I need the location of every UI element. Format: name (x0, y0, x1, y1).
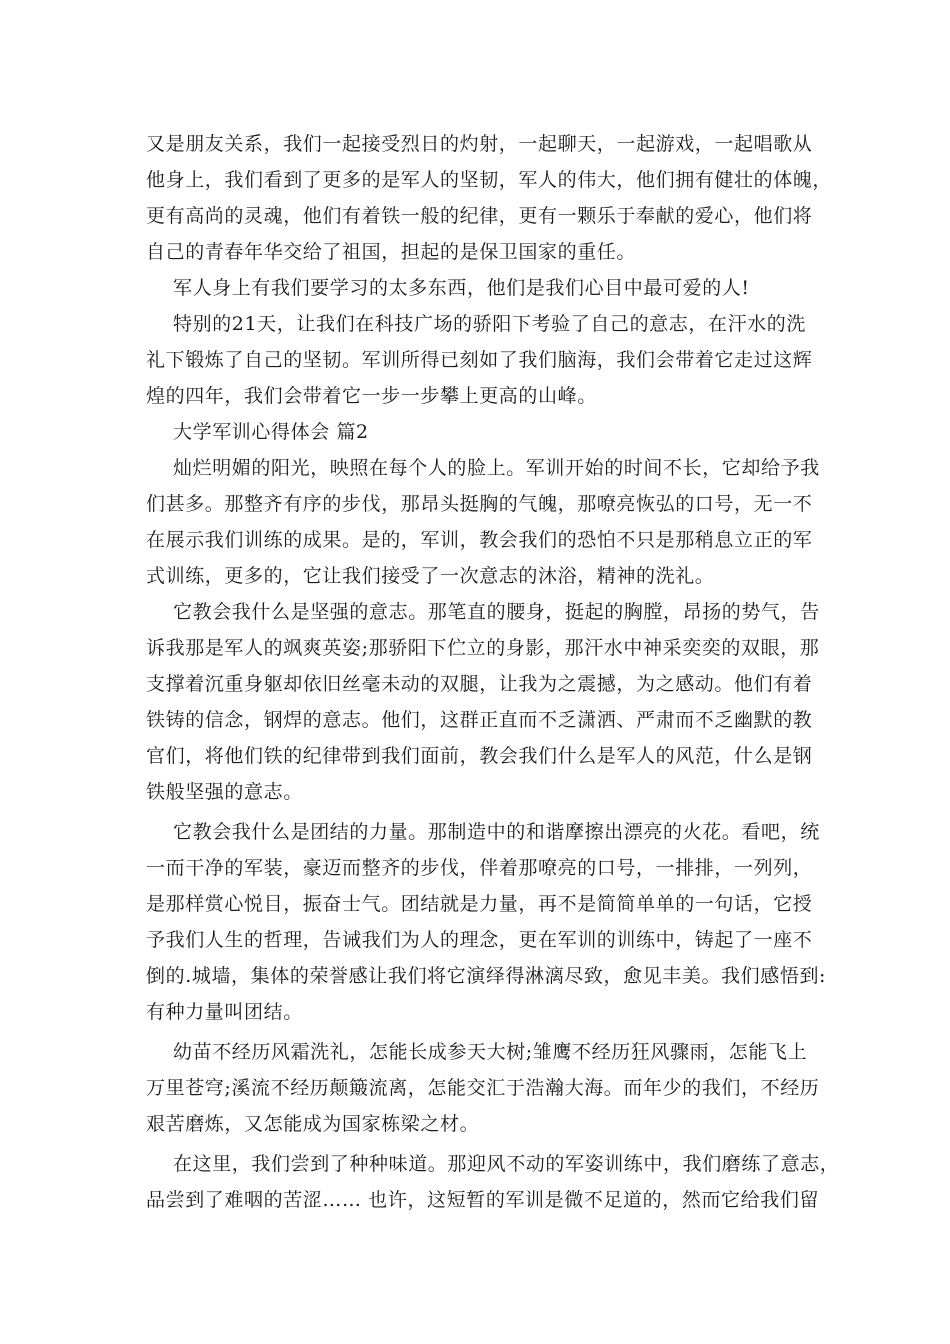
text-line: 支撑着沉重身躯却依旧丝毫未动的双腿，让我为之震撼，为之感动。他们有着 (146, 673, 813, 695)
text-line: 它教会我什么是坚强的意志。那笔直的腰身，挺起的胸膛，昂扬的势气，告 (173, 601, 820, 623)
text-line: 予我们人生的哲理，告诫我们为人的理念，更在军训的训练中，铸起了一座不 (146, 929, 813, 951)
text-line: 灿烂明媚的阳光，映照在每个人的脸上。军训开始的时间不长，它却给予我 (173, 457, 820, 479)
text-line: 他身上，我们看到了更多的是军人的坚韧，军人的伟大，他们拥有健壮的体魄， (146, 169, 833, 191)
text-line: 式训练，更多的，它让我们接受了一次意志的沐浴，精神的洗礼。 (146, 565, 715, 587)
text-line: 它教会我什么是团结的力量。那制造中的和谐摩擦出漂亮的火花。看吧，统 (173, 821, 820, 843)
text-line: 倒的.城墙，集体的荣誉感让我们将它演绎得淋漓尽致，愈见丰美。我们感悟到: (146, 965, 827, 987)
text-line: 特别的21天，让我们在科技广场的骄阳下考验了自己的意志，在汗水的洗 (173, 313, 806, 335)
text-line: 一而干净的军装，豪迈而整齐的步伐，伴着那嘹亮的口号，一排排，一列列， (146, 857, 813, 879)
text-line: 艰苦磨炼，又怎能成为国家栋梁之材。 (146, 1113, 480, 1135)
text-line: 们甚多。那整齐有序的步伐，那昂头挺胸的气魄，那嘹亮恢弘的口号，无一不 (146, 493, 813, 515)
text-line: 更有高尚的灵魂，他们有着铁一般的纪律，更有一颗乐于奉献的爱心，他们将 (146, 205, 813, 227)
text-line: 自己的青春年华交给了祖国，担起的是保卫国家的重任。 (146, 241, 637, 263)
text-line: 铁般坚强的意志。 (146, 781, 303, 803)
text-line: 在展示我们训练的成果。是的，军训，教会我们的恐怕不只是那稍息立正的军 (146, 529, 813, 551)
text-line: 礼下锻炼了自己的坚韧。军训所得已刻如了我们脑海，我们会带着它走过这辉 (146, 349, 813, 371)
text-line: 诉我那是军人的飒爽英姿;那骄阳下伫立的身影，那汗水中神采奕奕的双眼，那 (146, 637, 820, 659)
text-line: 军人身上有我们要学习的太多东西，他们是我们心目中最可爱的人! (173, 277, 750, 299)
text-line: 万里苍穹;溪流不经历颠簸流离，怎能交汇于浩瀚大海。而年少的我们，不经历 (146, 1077, 820, 1099)
text-line: 又是朋友关系，我们一起接受烈日的灼射，一起聊天，一起游戏，一起唱歌从 (146, 133, 813, 155)
text-line: 品尝到了难咽的苦涩…… 也许，这短暂的军训是微不足道的，然而它给我们留 (146, 1189, 820, 1211)
text-line: 有种力量叫团结。 (146, 1001, 303, 1023)
text-line: 官们，将他们铁的纪律带到我们面前，教会我们什么是军人的风范，什么是钢 (146, 745, 813, 767)
text-line: 是那样赏心悦目，振奋士气。团结就是力量，再不是简简单单的一句话，它授 (146, 893, 813, 915)
text-line: 煌的四年，我们会带着它一步一步攀上更高的山峰。 (146, 385, 597, 407)
text-line: 在这里，我们尝到了种种味道。那迎风不动的军姿训练中，我们磨练了意志， (173, 1153, 840, 1175)
text-line: 幼苗不经历风霜洗礼，怎能长成参天大树;雏鹰不经历狂风骤雨，怎能飞上 (173, 1041, 808, 1063)
section-heading: 大学军训心得体会 篇2 (173, 421, 369, 443)
text-line: 铁铸的信念，钢焊的意志。他们，这群正直而不乏潇洒、严肃而不乏幽默的教 (146, 709, 813, 731)
